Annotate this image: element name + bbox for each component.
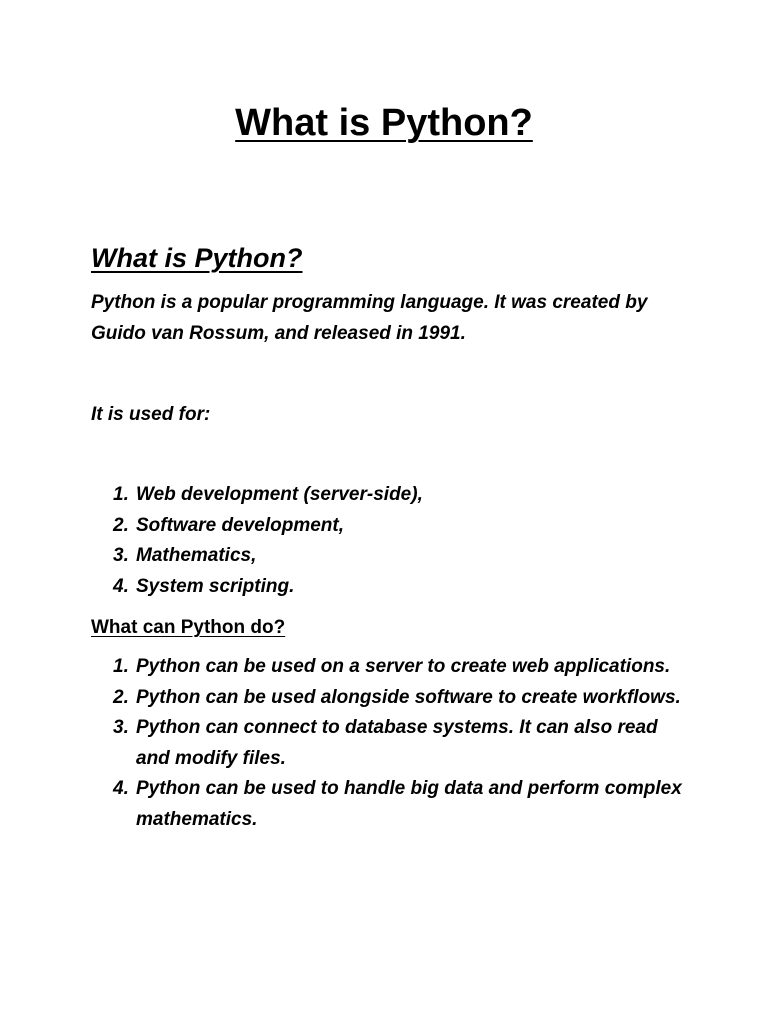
uses-list [91, 480, 691, 602]
list-item: 3. Mathematics, [113, 545, 257, 566]
list-item: 4. Python can be used to handle big data and perform complex mathematics. [113, 778, 682, 830]
section-heading: What is Python? [91, 243, 303, 273]
used-for-label: It is used for: [91, 404, 211, 425]
page-title: What is Python? [235, 102, 533, 144]
can-do-heading: What can Python do? [91, 617, 286, 638]
list-item: 4. System scripting. [113, 575, 295, 597]
list-item: 2. Software development, [113, 514, 344, 536]
can-do-list [91, 652, 691, 836]
list-item: 2. Python can be used alongside software to create workflows. [113, 686, 681, 708]
intro-paragraph: Python is a popular programming language. It was created by Guido van Rossum, and released in 1991. [91, 292, 648, 344]
list-item: 3. Python can connect to database systems. It can also read and modify files. [113, 717, 658, 769]
list-item: 1. Python can be used on a server to create web applications. [113, 656, 671, 677]
document-body [91, 238, 691, 836]
list-item: 1. Web development (server-side), [113, 484, 423, 505]
